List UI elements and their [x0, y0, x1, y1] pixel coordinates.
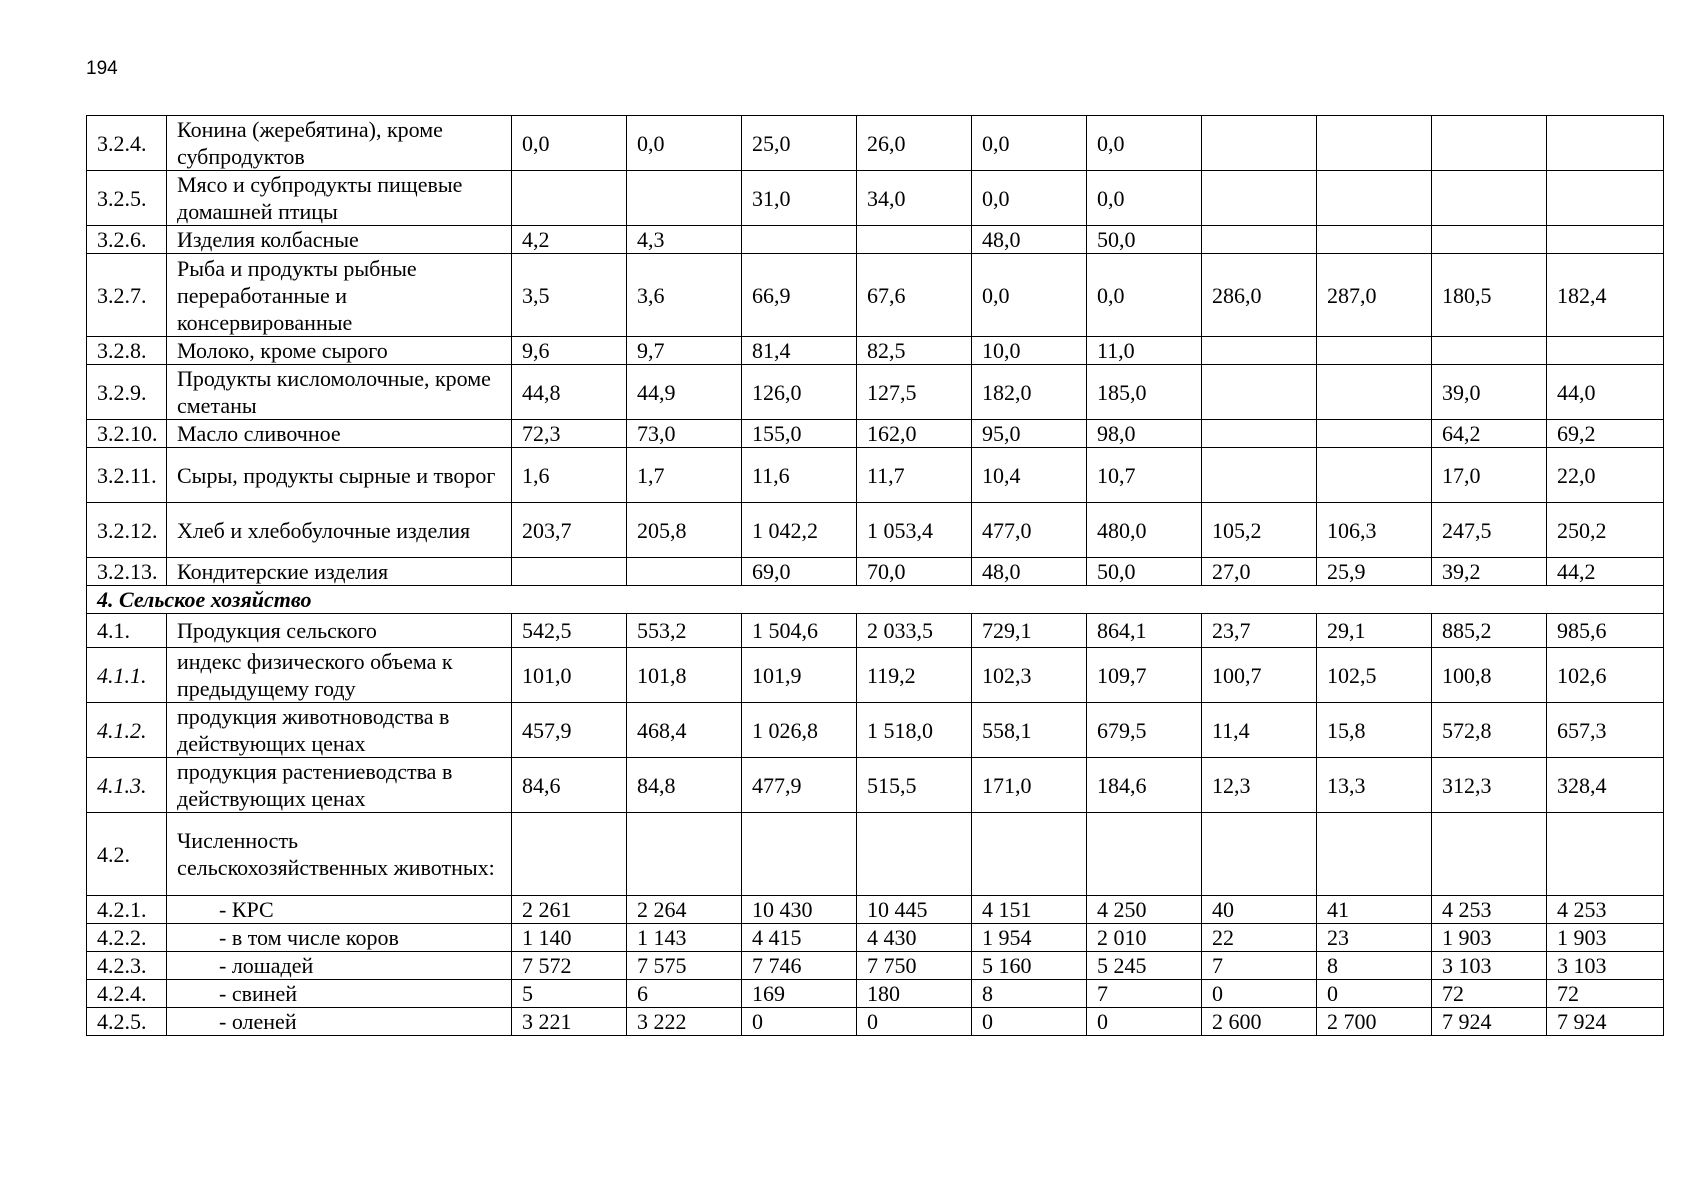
value-cell: 203,7	[512, 503, 627, 558]
value-cell: 7 750	[857, 952, 972, 980]
section-row	[87, 586, 1664, 614]
row-label: - КРС	[167, 896, 512, 924]
value-cell: 7 575	[627, 952, 742, 980]
value-cell: 0,0	[512, 116, 627, 171]
value-cell	[1202, 420, 1317, 448]
value-cell	[512, 813, 627, 896]
value-cell	[742, 813, 857, 896]
table-row	[87, 813, 1664, 896]
table-row	[87, 952, 1664, 980]
value-cell: 1 143	[627, 924, 742, 952]
value-cell: 171,0	[972, 758, 1087, 813]
value-cell: 101,9	[742, 648, 857, 703]
value-cell: 72	[1432, 980, 1547, 1008]
row-label: Конина (жеребятина), кроме субпродуктов	[167, 116, 512, 171]
table-row	[87, 758, 1664, 813]
value-cell: 100,7	[1202, 648, 1317, 703]
section-title: 4. Сельское хозяйство	[87, 586, 1664, 614]
value-cell: 0,0	[972, 254, 1087, 337]
value-cell: 72,3	[512, 420, 627, 448]
value-cell	[1547, 171, 1664, 226]
value-cell: 162,0	[857, 420, 972, 448]
value-cell: 468,4	[627, 703, 742, 758]
value-cell: 109,7	[1087, 648, 1202, 703]
value-cell: 0,0	[1087, 254, 1202, 337]
value-cell	[627, 558, 742, 586]
table-row	[87, 365, 1664, 420]
value-cell: 184,6	[1087, 758, 1202, 813]
value-cell: 126,0	[742, 365, 857, 420]
value-cell: 10 445	[857, 896, 972, 924]
page-number: 194	[86, 58, 118, 79]
value-cell	[1432, 171, 1547, 226]
value-cell: 11,4	[1202, 703, 1317, 758]
value-cell: 84,6	[512, 758, 627, 813]
value-cell	[1547, 337, 1664, 365]
value-cell: 39,2	[1432, 558, 1547, 586]
value-cell: 26,0	[857, 116, 972, 171]
value-cell: 1 053,4	[857, 503, 972, 558]
value-cell: 64,2	[1432, 420, 1547, 448]
row-label: индекс физического объема к предыдущему году	[167, 648, 512, 703]
value-cell: 1 903	[1432, 924, 1547, 952]
table-row	[87, 503, 1664, 558]
value-cell: 10,0	[972, 337, 1087, 365]
table-row	[87, 337, 1664, 365]
value-cell	[1432, 813, 1547, 896]
row-number: 3.2.12.	[87, 503, 167, 558]
value-cell	[1317, 116, 1432, 171]
value-cell: 985,6	[1547, 614, 1664, 648]
value-cell: 11,6	[742, 448, 857, 503]
value-cell: 2 033,5	[857, 614, 972, 648]
value-cell: 864,1	[1087, 614, 1202, 648]
value-cell: 4 430	[857, 924, 972, 952]
value-cell: 558,1	[972, 703, 1087, 758]
value-cell	[1432, 116, 1547, 171]
value-cell: 100,8	[1432, 648, 1547, 703]
value-cell: 885,2	[1432, 614, 1547, 648]
value-cell	[1202, 448, 1317, 503]
row-number: 4.1.2.	[87, 703, 167, 758]
row-number: 3.2.13.	[87, 558, 167, 586]
value-cell: 247,5	[1432, 503, 1547, 558]
value-cell: 2 600	[1202, 1008, 1317, 1036]
row-label: Продукты кисломолочные, кроме сметаны	[167, 365, 512, 420]
row-number: 4.1.3.	[87, 758, 167, 813]
value-cell: 31,0	[742, 171, 857, 226]
value-cell: 3 221	[512, 1008, 627, 1036]
value-cell: 328,4	[1547, 758, 1664, 813]
row-label: - лошадей	[167, 952, 512, 980]
value-cell: 69,0	[742, 558, 857, 586]
value-cell	[742, 226, 857, 254]
row-number: 3.2.8.	[87, 337, 167, 365]
value-cell	[1547, 813, 1664, 896]
table-row	[87, 924, 1664, 952]
value-cell: 44,9	[627, 365, 742, 420]
value-cell: 22	[1202, 924, 1317, 952]
value-cell: 10,4	[972, 448, 1087, 503]
value-cell: 185,0	[1087, 365, 1202, 420]
value-cell: 0	[1317, 980, 1432, 1008]
value-cell: 50,0	[1087, 226, 1202, 254]
value-cell: 286,0	[1202, 254, 1317, 337]
value-cell: 182,0	[972, 365, 1087, 420]
value-cell: 48,0	[972, 226, 1087, 254]
table-row	[87, 558, 1664, 586]
row-label: Масло сливочное	[167, 420, 512, 448]
value-cell: 127,5	[857, 365, 972, 420]
value-cell: 40	[1202, 896, 1317, 924]
value-cell: 0,0	[1087, 116, 1202, 171]
value-cell	[1202, 171, 1317, 226]
statistics-table	[86, 115, 1664, 1036]
value-cell: 3,5	[512, 254, 627, 337]
table-row	[87, 648, 1664, 703]
value-cell: 9,6	[512, 337, 627, 365]
value-cell: 1 903	[1547, 924, 1664, 952]
value-cell: 4 253	[1547, 896, 1664, 924]
row-number: 3.2.6.	[87, 226, 167, 254]
value-cell: 11,7	[857, 448, 972, 503]
value-cell: 29,1	[1317, 614, 1432, 648]
value-cell: 1,7	[627, 448, 742, 503]
value-cell: 4,2	[512, 226, 627, 254]
value-cell	[1547, 116, 1664, 171]
value-cell	[1317, 365, 1432, 420]
value-cell: 477,9	[742, 758, 857, 813]
value-cell: 5 160	[972, 952, 1087, 980]
row-number: 3.2.9.	[87, 365, 167, 420]
value-cell	[1202, 337, 1317, 365]
value-cell: 119,2	[857, 648, 972, 703]
value-cell: 7 924	[1547, 1008, 1664, 1036]
value-cell	[857, 226, 972, 254]
value-cell: 1 504,6	[742, 614, 857, 648]
table-row	[87, 171, 1664, 226]
value-cell	[1202, 226, 1317, 254]
value-cell: 69,2	[1547, 420, 1664, 448]
value-cell: 73,0	[627, 420, 742, 448]
value-cell: 4 253	[1432, 896, 1547, 924]
value-cell: 182,4	[1547, 254, 1664, 337]
row-label: Продукция сельского	[167, 614, 512, 648]
value-cell	[1202, 813, 1317, 896]
table-row	[87, 226, 1664, 254]
value-cell: 2 264	[627, 896, 742, 924]
value-cell: 23	[1317, 924, 1432, 952]
value-cell: 7 924	[1432, 1008, 1547, 1036]
value-cell: 180	[857, 980, 972, 1008]
value-cell: 101,8	[627, 648, 742, 703]
value-cell	[627, 813, 742, 896]
value-cell: 102,6	[1547, 648, 1664, 703]
value-cell	[1317, 813, 1432, 896]
value-cell: 515,5	[857, 758, 972, 813]
value-cell	[1317, 337, 1432, 365]
row-number: 3.2.4.	[87, 116, 167, 171]
value-cell: 0	[857, 1008, 972, 1036]
value-cell: 4 250	[1087, 896, 1202, 924]
value-cell: 4 151	[972, 896, 1087, 924]
value-cell: 0,0	[627, 116, 742, 171]
value-cell: 1 026,8	[742, 703, 857, 758]
row-label: Сыры, продукты сырные и творог	[167, 448, 512, 503]
row-label: Рыба и продукты рыбные переработанные и консервированные	[167, 254, 512, 337]
value-cell: 729,1	[972, 614, 1087, 648]
value-cell	[1317, 420, 1432, 448]
value-cell: 0,0	[972, 116, 1087, 171]
row-number: 4.2.	[87, 813, 167, 896]
value-cell: 98,0	[1087, 420, 1202, 448]
value-cell: 10 430	[742, 896, 857, 924]
value-cell	[857, 813, 972, 896]
value-cell: 679,5	[1087, 703, 1202, 758]
value-cell	[512, 558, 627, 586]
value-cell: 287,0	[1317, 254, 1432, 337]
value-cell: 11,0	[1087, 337, 1202, 365]
row-number: 3.2.10.	[87, 420, 167, 448]
value-cell: 9,7	[627, 337, 742, 365]
value-cell: 1 140	[512, 924, 627, 952]
value-cell: 542,5	[512, 614, 627, 648]
value-cell: 48,0	[972, 558, 1087, 586]
value-cell: 6	[627, 980, 742, 1008]
value-cell: 22,0	[1547, 448, 1664, 503]
row-number: 4.2.2.	[87, 924, 167, 952]
row-label: продукция растениеводства в действующих ценах	[167, 758, 512, 813]
value-cell: 2 261	[512, 896, 627, 924]
table-row	[87, 896, 1664, 924]
value-cell: 66,9	[742, 254, 857, 337]
value-cell: 0	[742, 1008, 857, 1036]
row-label: продукция животноводства в действующих ценах	[167, 703, 512, 758]
value-cell	[1317, 171, 1432, 226]
value-cell: 180,5	[1432, 254, 1547, 337]
table-row	[87, 1008, 1664, 1036]
row-number: 3.2.11.	[87, 448, 167, 503]
value-cell: 2 700	[1317, 1008, 1432, 1036]
value-cell: 34,0	[857, 171, 972, 226]
value-cell	[1432, 337, 1547, 365]
value-cell: 0,0	[1087, 171, 1202, 226]
value-cell: 44,2	[1547, 558, 1664, 586]
value-cell: 8	[1317, 952, 1432, 980]
value-cell: 1 954	[972, 924, 1087, 952]
value-cell: 250,2	[1547, 503, 1664, 558]
value-cell: 81,4	[742, 337, 857, 365]
value-cell: 477,0	[972, 503, 1087, 558]
value-cell: 4,3	[627, 226, 742, 254]
value-cell: 102,5	[1317, 648, 1432, 703]
value-cell: 72	[1547, 980, 1664, 1008]
row-label: - оленей	[167, 1008, 512, 1036]
row-label: Хлеб и хлебобулочные изделия	[167, 503, 512, 558]
value-cell: 0	[1202, 980, 1317, 1008]
table-row	[87, 614, 1664, 648]
value-cell: 13,3	[1317, 758, 1432, 813]
row-number: 3.2.7.	[87, 254, 167, 337]
value-cell: 3,6	[627, 254, 742, 337]
value-cell: 312,3	[1432, 758, 1547, 813]
value-cell: 553,2	[627, 614, 742, 648]
row-number: 4.1.	[87, 614, 167, 648]
value-cell: 0	[1087, 1008, 1202, 1036]
value-cell: 7	[1087, 980, 1202, 1008]
value-cell: 27,0	[1202, 558, 1317, 586]
value-cell: 105,2	[1202, 503, 1317, 558]
row-label: - свиней	[167, 980, 512, 1008]
value-cell: 3 103	[1547, 952, 1664, 980]
value-cell: 15,8	[1317, 703, 1432, 758]
row-number: 4.2.4.	[87, 980, 167, 1008]
value-cell: 102,3	[972, 648, 1087, 703]
value-cell: 25,9	[1317, 558, 1432, 586]
value-cell: 4 415	[742, 924, 857, 952]
value-cell: 2 010	[1087, 924, 1202, 952]
value-cell	[1432, 226, 1547, 254]
row-number: 4.2.5.	[87, 1008, 167, 1036]
value-cell	[1202, 365, 1317, 420]
value-cell: 82,5	[857, 337, 972, 365]
value-cell: 17,0	[1432, 448, 1547, 503]
value-cell	[512, 171, 627, 226]
value-cell: 0,0	[972, 171, 1087, 226]
table-body-agriculture	[87, 614, 1664, 1036]
table-row	[87, 116, 1664, 171]
value-cell: 10,7	[1087, 448, 1202, 503]
row-label: Изделия колбасные	[167, 226, 512, 254]
value-cell: 84,8	[627, 758, 742, 813]
row-number: 4.1.1.	[87, 648, 167, 703]
table-row	[87, 254, 1664, 337]
value-cell: 44,8	[512, 365, 627, 420]
table-row	[87, 980, 1664, 1008]
value-cell: 7	[1202, 952, 1317, 980]
value-cell: 572,8	[1432, 703, 1547, 758]
value-cell: 5	[512, 980, 627, 1008]
value-cell: 25,0	[742, 116, 857, 171]
value-cell: 95,0	[972, 420, 1087, 448]
value-cell: 44,0	[1547, 365, 1664, 420]
value-cell	[627, 171, 742, 226]
value-cell: 106,3	[1317, 503, 1432, 558]
value-cell: 3 103	[1432, 952, 1547, 980]
table-row	[87, 703, 1664, 758]
value-cell: 8	[972, 980, 1087, 1008]
value-cell	[1087, 813, 1202, 896]
value-cell	[1547, 226, 1664, 254]
value-cell: 457,9	[512, 703, 627, 758]
value-cell: 23,7	[1202, 614, 1317, 648]
value-cell: 41	[1317, 896, 1432, 924]
value-cell: 12,3	[1202, 758, 1317, 813]
row-number: 3.2.5.	[87, 171, 167, 226]
value-cell: 0	[972, 1008, 1087, 1036]
value-cell	[1317, 448, 1432, 503]
row-label: - в том числе коров	[167, 924, 512, 952]
row-label: Молоко, кроме сырого	[167, 337, 512, 365]
value-cell: 480,0	[1087, 503, 1202, 558]
table-row	[87, 420, 1664, 448]
value-cell: 7 572	[512, 952, 627, 980]
table-body-food-products	[87, 116, 1664, 586]
row-number: 4.2.3.	[87, 952, 167, 980]
value-cell: 205,8	[627, 503, 742, 558]
value-cell: 169	[742, 980, 857, 1008]
row-label: Мясо и субпродукты пищевые домашней птицы	[167, 171, 512, 226]
row-number: 4.2.1.	[87, 896, 167, 924]
table-row	[87, 448, 1664, 503]
value-cell: 3 222	[627, 1008, 742, 1036]
value-cell: 1 518,0	[857, 703, 972, 758]
value-cell: 155,0	[742, 420, 857, 448]
value-cell	[1317, 226, 1432, 254]
value-cell: 5 245	[1087, 952, 1202, 980]
value-cell: 67,6	[857, 254, 972, 337]
table-section-agriculture	[87, 586, 1664, 614]
value-cell: 39,0	[1432, 365, 1547, 420]
value-cell: 70,0	[857, 558, 972, 586]
row-label: Численность сельскохозяйственных животных:	[167, 813, 512, 896]
value-cell: 7 746	[742, 952, 857, 980]
value-cell	[1202, 116, 1317, 171]
value-cell: 657,3	[1547, 703, 1664, 758]
value-cell	[972, 813, 1087, 896]
row-label: Кондитерские изделия	[167, 558, 512, 586]
value-cell: 1 042,2	[742, 503, 857, 558]
value-cell: 101,0	[512, 648, 627, 703]
value-cell: 50,0	[1087, 558, 1202, 586]
value-cell: 1,6	[512, 448, 627, 503]
